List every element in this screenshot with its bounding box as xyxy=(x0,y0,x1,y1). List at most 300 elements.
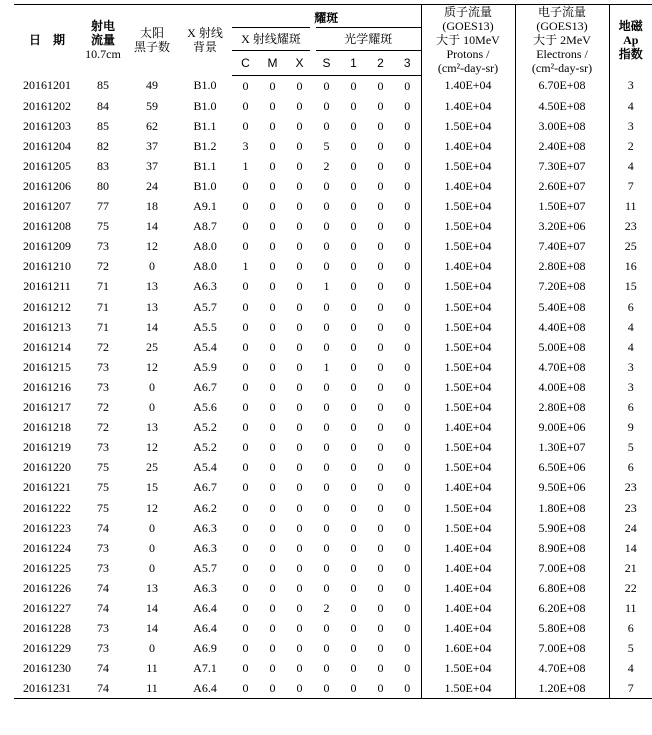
cell-ap-index: 15 xyxy=(609,276,652,296)
cell-date: 20161210 xyxy=(23,259,71,274)
cell-electron-flux: 7.30E+07 xyxy=(515,156,609,176)
cell-flare-2: 0 xyxy=(377,259,384,274)
cell-radio-flux: 85 xyxy=(97,78,109,93)
cell-flare-s: 0 xyxy=(323,661,330,676)
table-row xyxy=(14,397,652,417)
cell-flare-2: 0 xyxy=(377,359,384,374)
cell-proton-flux: 1.40E+04 xyxy=(421,598,515,618)
table-row xyxy=(14,497,652,517)
cell-flare-3: 0 xyxy=(404,500,411,515)
cell-date: 20161207 xyxy=(23,199,71,214)
table-row xyxy=(14,176,652,196)
cell-flare-x: 0 xyxy=(296,299,303,314)
table-row xyxy=(14,598,652,618)
cell-flare-2: 0 xyxy=(377,400,384,415)
cell-flare-x: 0 xyxy=(296,500,303,515)
cell-flare-s: 0 xyxy=(323,379,330,394)
header-xray-background xyxy=(178,5,232,76)
cell-electron-flux: 1.20E+08 xyxy=(515,678,609,699)
cell-electron-flux: 7.20E+08 xyxy=(515,276,609,296)
cell-ap-index: 2 xyxy=(609,136,652,156)
cell-radio-flux: 75 xyxy=(97,500,109,515)
cell-flare-3: 0 xyxy=(404,138,411,153)
cell-flare-x: 0 xyxy=(296,98,303,113)
cell-flare-2: 0 xyxy=(377,641,384,656)
cell-flare-1: 0 xyxy=(350,339,357,354)
cell-flare-x: 0 xyxy=(296,641,303,656)
cell-flare-c: 0 xyxy=(242,661,249,676)
cell-flare-1: 0 xyxy=(350,179,357,194)
cell-flare-c: 0 xyxy=(242,339,249,354)
header-xray-flare: X 射线耀斑 xyxy=(232,27,313,50)
cell-ap-index: 4 xyxy=(609,96,652,116)
cell-flare-2: 0 xyxy=(377,339,384,354)
header-proton-flux xyxy=(421,5,515,76)
cell-flare-3: 0 xyxy=(404,339,411,354)
cell-flare-s: 1 xyxy=(323,279,330,294)
cell-xray-background: A5.7 xyxy=(193,299,217,314)
cell-flare-x: 0 xyxy=(296,158,303,173)
cell-electron-flux: 4.40E+08 xyxy=(515,317,609,337)
cell-sunspot: 15 xyxy=(146,480,158,495)
cell-electron-flux: 1.30E+07 xyxy=(515,437,609,457)
cell-flare-m: 0 xyxy=(269,500,276,515)
cell-proton-flux: 1.50E+04 xyxy=(421,457,515,477)
cell-proton-flux: 1.50E+04 xyxy=(421,297,515,317)
cell-flare-s: 0 xyxy=(323,299,330,314)
cell-flare-x: 0 xyxy=(296,179,303,194)
table-row xyxy=(14,558,652,578)
table-row xyxy=(14,236,652,256)
cell-flare-x: 0 xyxy=(296,279,303,294)
cell-flare-x: 0 xyxy=(296,580,303,595)
cell-flare-1: 0 xyxy=(350,621,357,636)
cell-date: 20161230 xyxy=(23,661,71,676)
cell-date: 20161226 xyxy=(23,580,71,595)
cell-sunspot: 0 xyxy=(149,560,155,575)
cell-xray-background: A5.9 xyxy=(193,359,217,374)
cell-flare-3: 0 xyxy=(404,440,411,455)
cell-ap-index: 3 xyxy=(609,116,652,136)
header-ap-line1: 地磁 xyxy=(618,19,643,33)
cell-flare-2: 0 xyxy=(377,138,384,153)
cell-flare-s: 0 xyxy=(323,219,330,234)
cell-flare-c: 3 xyxy=(242,138,249,153)
cell-flare-s: 0 xyxy=(323,400,330,415)
cell-xray-background: A6.7 xyxy=(193,480,217,495)
cell-flare-x: 0 xyxy=(296,400,303,415)
cell-flare-3: 0 xyxy=(404,580,411,595)
cell-flare-3: 0 xyxy=(404,199,411,214)
cell-flare-c: 0 xyxy=(242,500,249,515)
cell-date: 20161228 xyxy=(23,621,71,636)
cell-flare-2: 0 xyxy=(377,98,384,113)
cell-flare-s: 0 xyxy=(323,199,330,214)
cell-flare-1: 0 xyxy=(350,138,357,153)
cell-flare-m: 0 xyxy=(269,621,276,636)
cell-date: 20161220 xyxy=(23,460,71,475)
cell-date: 20161215 xyxy=(23,359,71,374)
cell-flare-c: 0 xyxy=(242,239,249,254)
cell-flare-x: 0 xyxy=(296,540,303,555)
header-radio-line3: 10.7cm xyxy=(85,47,121,61)
cell-flare-x: 0 xyxy=(296,440,303,455)
cell-flare-1: 0 xyxy=(350,379,357,394)
cell-date: 20161229 xyxy=(23,641,71,656)
header-ap-line3: 指数 xyxy=(618,47,643,61)
cell-electron-flux: 2.80E+08 xyxy=(515,256,609,276)
cell-radio-flux: 73 xyxy=(97,560,109,575)
cell-sunspot: 25 xyxy=(146,460,158,475)
cell-flare-2: 0 xyxy=(377,379,384,394)
cell-flare-1: 0 xyxy=(350,158,357,173)
cell-sunspot: 14 xyxy=(146,319,158,334)
cell-sunspot: 13 xyxy=(146,299,158,314)
cell-flare-c: 0 xyxy=(242,420,249,435)
cell-flare-2: 0 xyxy=(377,460,384,475)
cell-flare-x: 0 xyxy=(296,460,303,475)
cell-electron-flux: 9.00E+06 xyxy=(515,417,609,437)
cell-radio-flux: 72 xyxy=(97,420,109,435)
cell-flare-m: 0 xyxy=(269,460,276,475)
cell-sunspot: 37 xyxy=(146,138,158,153)
cell-proton-flux: 1.50E+04 xyxy=(421,437,515,457)
cell-radio-flux: 74 xyxy=(97,661,109,676)
table-row xyxy=(14,538,652,558)
cell-flare-m: 0 xyxy=(269,480,276,495)
cell-flare-x: 0 xyxy=(296,138,303,153)
cell-flare-1: 0 xyxy=(350,500,357,515)
cell-flare-x: 0 xyxy=(286,678,313,699)
cell-flare-c: 0 xyxy=(242,379,249,394)
table-row xyxy=(14,658,652,678)
cell-proton-flux: 1.40E+04 xyxy=(421,256,515,276)
cell-flare-c: 0 xyxy=(242,359,249,374)
cell-xray-background: A8.0 xyxy=(193,259,217,274)
cell-flare-m: 0 xyxy=(269,339,276,354)
cell-flare-2: 0 xyxy=(377,239,384,254)
cell-ap-index: 11 xyxy=(609,196,652,216)
cell-proton-flux: 1.40E+04 xyxy=(421,477,515,497)
cell-flare-3: 0 xyxy=(404,158,411,173)
cell-flare-m: 0 xyxy=(259,678,286,699)
cell-flare-1: 0 xyxy=(350,460,357,475)
cell-date: 20161206 xyxy=(23,179,71,194)
cell-date: 20161203 xyxy=(23,118,71,133)
cell-radio-flux: 75 xyxy=(97,460,109,475)
cell-proton-flux: 1.50E+04 xyxy=(421,518,515,538)
cell-radio-flux: 73 xyxy=(97,359,109,374)
cell-sunspot: 0 xyxy=(149,400,155,415)
cell-radio-flux: 73 xyxy=(97,540,109,555)
cell-flare-c: 0 xyxy=(242,560,249,575)
cell-radio-flux: 72 xyxy=(97,400,109,415)
cell-xray-background: A6.3 xyxy=(193,279,217,294)
cell-proton-flux: 1.50E+04 xyxy=(421,678,515,699)
cell-flare-2: 0 xyxy=(377,179,384,194)
cell-flare-2: 0 xyxy=(377,279,384,294)
cell-xray-background: B1.0 xyxy=(193,179,217,194)
cell-flare-x: 0 xyxy=(296,420,303,435)
cell-ap-index: 23 xyxy=(609,477,652,497)
header-electron-flux xyxy=(515,5,609,76)
cell-flare-m: 0 xyxy=(269,580,276,595)
cell-ap-index: 4 xyxy=(609,156,652,176)
cell-flare-c: 0 xyxy=(242,621,249,636)
cell-proton-flux: 1.50E+04 xyxy=(421,658,515,678)
cell-flare-s: 0 xyxy=(323,440,330,455)
cell-flare-m: 0 xyxy=(269,118,276,133)
cell-proton-flux: 1.50E+04 xyxy=(421,236,515,256)
cell-flare-2: 0 xyxy=(377,500,384,515)
table-row xyxy=(14,518,652,538)
table-row xyxy=(14,317,652,337)
cell-date: 20161219 xyxy=(23,440,71,455)
cell-proton-flux: 1.50E+04 xyxy=(421,216,515,236)
cell-flare-c: 0 xyxy=(242,641,249,656)
cell-ap-index: 24 xyxy=(609,518,652,538)
cell-xray-background: A6.7 xyxy=(193,379,217,394)
header-flare-x: X xyxy=(286,50,313,75)
cell-ap-index: 21 xyxy=(609,558,652,578)
cell-flare-m: 0 xyxy=(269,600,276,615)
cell-xray-background: B1.1 xyxy=(193,118,217,133)
cell-ap-index: 3 xyxy=(609,357,652,377)
header-ap-index xyxy=(609,5,652,76)
cell-flare-m: 0 xyxy=(269,299,276,314)
cell-flare-3: 0 xyxy=(404,319,411,334)
cell-xray-background: A5.7 xyxy=(193,560,217,575)
cell-flare-s: 0 xyxy=(323,520,330,535)
header-electron-line4: Electrons / xyxy=(536,47,588,61)
cell-proton-flux: 1.50E+04 xyxy=(421,337,515,357)
cell-flare-x: 0 xyxy=(296,359,303,374)
cell-flare-3: 0 xyxy=(404,118,411,133)
cell-flare-1: 0 xyxy=(350,259,357,274)
cell-flare-m: 0 xyxy=(269,641,276,656)
table-row xyxy=(14,477,652,497)
cell-flare-m: 0 xyxy=(269,520,276,535)
cell-flare-3: 0 xyxy=(404,560,411,575)
cell-flare-x: 0 xyxy=(296,621,303,636)
table-row xyxy=(14,297,652,317)
table-header xyxy=(14,5,652,76)
cell-flare-x: 0 xyxy=(296,600,303,615)
cell-flare-s: 2 xyxy=(323,158,330,173)
cell-flare-x: 0 xyxy=(296,219,303,234)
cell-flare-m: 0 xyxy=(269,239,276,254)
cell-radio-flux: 85 xyxy=(97,118,109,133)
cell-flare-x: 0 xyxy=(296,339,303,354)
cell-proton-flux: 1.50E+04 xyxy=(421,116,515,136)
cell-flare-s: 0 xyxy=(323,560,330,575)
cell-flare-1: 0 xyxy=(350,219,357,234)
cell-flare-m: 0 xyxy=(269,379,276,394)
cell-proton-flux: 1.50E+04 xyxy=(421,397,515,417)
cell-flare-s: 0 xyxy=(323,621,330,636)
cell-flare-3: 0 xyxy=(404,460,411,475)
table-row xyxy=(14,96,652,116)
cell-proton-flux: 1.40E+04 xyxy=(421,136,515,156)
cell-ap-index: 25 xyxy=(609,236,652,256)
cell-flare-m: 0 xyxy=(269,420,276,435)
cell-ap-index: 23 xyxy=(609,497,652,517)
cell-electron-flux: 3.20E+06 xyxy=(515,216,609,236)
header-proton-line5: (cm²-day-sr) xyxy=(437,61,499,75)
cell-flare-x: 0 xyxy=(296,560,303,575)
cell-flare-1: 0 xyxy=(350,480,357,495)
cell-ap-index: 4 xyxy=(609,337,652,357)
header-ap-line2: Ap xyxy=(623,33,639,47)
cell-radio-flux: 83 xyxy=(97,158,109,173)
cell-xray-background: B1.1 xyxy=(193,158,217,173)
table-row xyxy=(14,578,652,598)
cell-date: 20161224 xyxy=(23,540,71,555)
cell-flare-c: 0 xyxy=(242,600,249,615)
header-sunspot-line1: 太阳 xyxy=(139,26,164,40)
table-row xyxy=(14,276,652,296)
cell-sunspot: 14 xyxy=(146,219,158,234)
cell-flare-m: 0 xyxy=(269,279,276,294)
cell-xray-background: A8.7 xyxy=(193,219,217,234)
cell-flare-m: 0 xyxy=(269,259,276,274)
cell-radio-flux: 74 xyxy=(80,678,126,699)
cell-flare-1: 0 xyxy=(350,279,357,294)
cell-flare-s: 0 xyxy=(323,641,330,656)
cell-radio-flux: 75 xyxy=(97,480,109,495)
cell-xray-background: A5.2 xyxy=(193,420,217,435)
cell-electron-flux: 4.00E+08 xyxy=(515,377,609,397)
cell-xray-background: B1.0 xyxy=(193,78,217,93)
cell-electron-flux: 5.00E+08 xyxy=(515,337,609,357)
cell-proton-flux: 1.40E+04 xyxy=(421,75,515,96)
header-optical-flare: 光学耀斑 xyxy=(313,27,421,50)
cell-flare-3: 0 xyxy=(404,98,411,113)
header-electron-line1: 电子流量 xyxy=(538,5,587,19)
cell-electron-flux: 9.50E+06 xyxy=(515,477,609,497)
cell-flare-3: 0 xyxy=(404,299,411,314)
cell-xray-background: A6.3 xyxy=(193,540,217,555)
cell-radio-flux: 71 xyxy=(97,299,109,314)
table-row xyxy=(14,437,652,457)
cell-xray-background: A5.5 xyxy=(193,319,217,334)
cell-date: 20161208 xyxy=(23,219,71,234)
cell-flare-1: 0 xyxy=(350,319,357,334)
cell-xray-background: A9.1 xyxy=(193,199,217,214)
cell-flare-s: 0 xyxy=(323,339,330,354)
cell-date: 20161205 xyxy=(23,158,71,173)
table-row xyxy=(14,216,652,236)
cell-radio-flux: 73 xyxy=(97,621,109,636)
cell-flare-1: 0 xyxy=(350,420,357,435)
cell-radio-flux: 73 xyxy=(97,379,109,394)
cell-flare-3: 0 xyxy=(404,600,411,615)
cell-electron-flux: 4.50E+08 xyxy=(515,96,609,116)
cell-flare-3: 0 xyxy=(404,480,411,495)
cell-flare-1: 0 xyxy=(350,118,357,133)
cell-flare-1: 0 xyxy=(340,678,367,699)
cell-flare-3: 0 xyxy=(404,179,411,194)
cell-sunspot: 13 xyxy=(146,420,158,435)
cell-electron-flux: 6.20E+08 xyxy=(515,598,609,618)
cell-flare-2: 0 xyxy=(377,540,384,555)
cell-flare-s: 0 xyxy=(323,460,330,475)
cell-flare-3: 0 xyxy=(404,420,411,435)
cell-radio-flux: 73 xyxy=(97,440,109,455)
cell-sunspot: 37 xyxy=(146,158,158,173)
cell-ap-index: 3 xyxy=(609,377,652,397)
cell-ap-index: 4 xyxy=(609,658,652,678)
cell-flare-3: 0 xyxy=(404,259,411,274)
cell-flare-3: 0 xyxy=(404,359,411,374)
cell-proton-flux: 1.40E+04 xyxy=(421,618,515,638)
cell-date: 20161223 xyxy=(23,520,71,535)
cell-xray-background: A6.3 xyxy=(193,520,217,535)
cell-xray-background: A6.3 xyxy=(193,580,217,595)
header-electron-line2: (GOES13) xyxy=(536,19,588,33)
header-sunspot xyxy=(126,5,178,76)
cell-flare-x: 0 xyxy=(296,239,303,254)
cell-flare-s: 0 xyxy=(323,239,330,254)
cell-ap-index: 7 xyxy=(609,176,652,196)
cell-electron-flux: 7.00E+08 xyxy=(515,638,609,658)
cell-electron-flux: 4.70E+08 xyxy=(515,357,609,377)
cell-ap-index: 3 xyxy=(609,75,652,96)
cell-flare-3: 0 xyxy=(404,379,411,394)
cell-flare-s: 0 xyxy=(323,259,330,274)
cell-flare-c: 1 xyxy=(242,158,249,173)
cell-date: 20161211 xyxy=(23,279,71,294)
cell-flare-1: 0 xyxy=(350,580,357,595)
cell-electron-flux: 2.80E+08 xyxy=(515,397,609,417)
cell-flare-c: 0 xyxy=(242,78,249,93)
header-date: 日 期 xyxy=(14,5,80,76)
cell-xray-background: A6.2 xyxy=(193,500,217,515)
table-row xyxy=(14,638,652,658)
header-xbg-line1: X 射线 xyxy=(187,26,223,40)
cell-flare-x: 0 xyxy=(296,118,303,133)
cell-flare-2: 0 xyxy=(377,420,384,435)
cell-electron-flux: 5.80E+08 xyxy=(515,618,609,638)
header-proton-line4: Protons / xyxy=(446,47,490,61)
cell-ap-index: 4 xyxy=(609,317,652,337)
cell-flare-s: 1 xyxy=(323,359,330,374)
cell-ap-index: 6 xyxy=(609,618,652,638)
cell-proton-flux: 1.50E+04 xyxy=(421,196,515,216)
cell-flare-s: 0 xyxy=(323,118,330,133)
cell-flare-3: 0 xyxy=(404,219,411,234)
cell-flare-m: 0 xyxy=(269,359,276,374)
cell-radio-flux: 71 xyxy=(97,319,109,334)
cell-flare-1: 0 xyxy=(350,641,357,656)
header-flare-s: S xyxy=(313,50,340,75)
cell-flare-m: 0 xyxy=(269,661,276,676)
cell-electron-flux: 7.40E+07 xyxy=(515,236,609,256)
cell-flare-2: 0 xyxy=(377,440,384,455)
cell-electron-flux: 6.70E+08 xyxy=(515,75,609,96)
table-row xyxy=(14,678,652,699)
cell-sunspot: 49 xyxy=(146,78,158,93)
header-flare-m: M xyxy=(259,50,286,75)
cell-sunspot: 12 xyxy=(146,359,158,374)
cell-electron-flux: 8.90E+08 xyxy=(515,538,609,558)
cell-flare-2: 0 xyxy=(377,560,384,575)
cell-proton-flux: 1.40E+04 xyxy=(421,558,515,578)
cell-radio-flux: 74 xyxy=(97,520,109,535)
cell-flare-s: 0 xyxy=(323,580,330,595)
cell-flare-c: 0 xyxy=(242,480,249,495)
cell-flare-3: 0 xyxy=(404,400,411,415)
